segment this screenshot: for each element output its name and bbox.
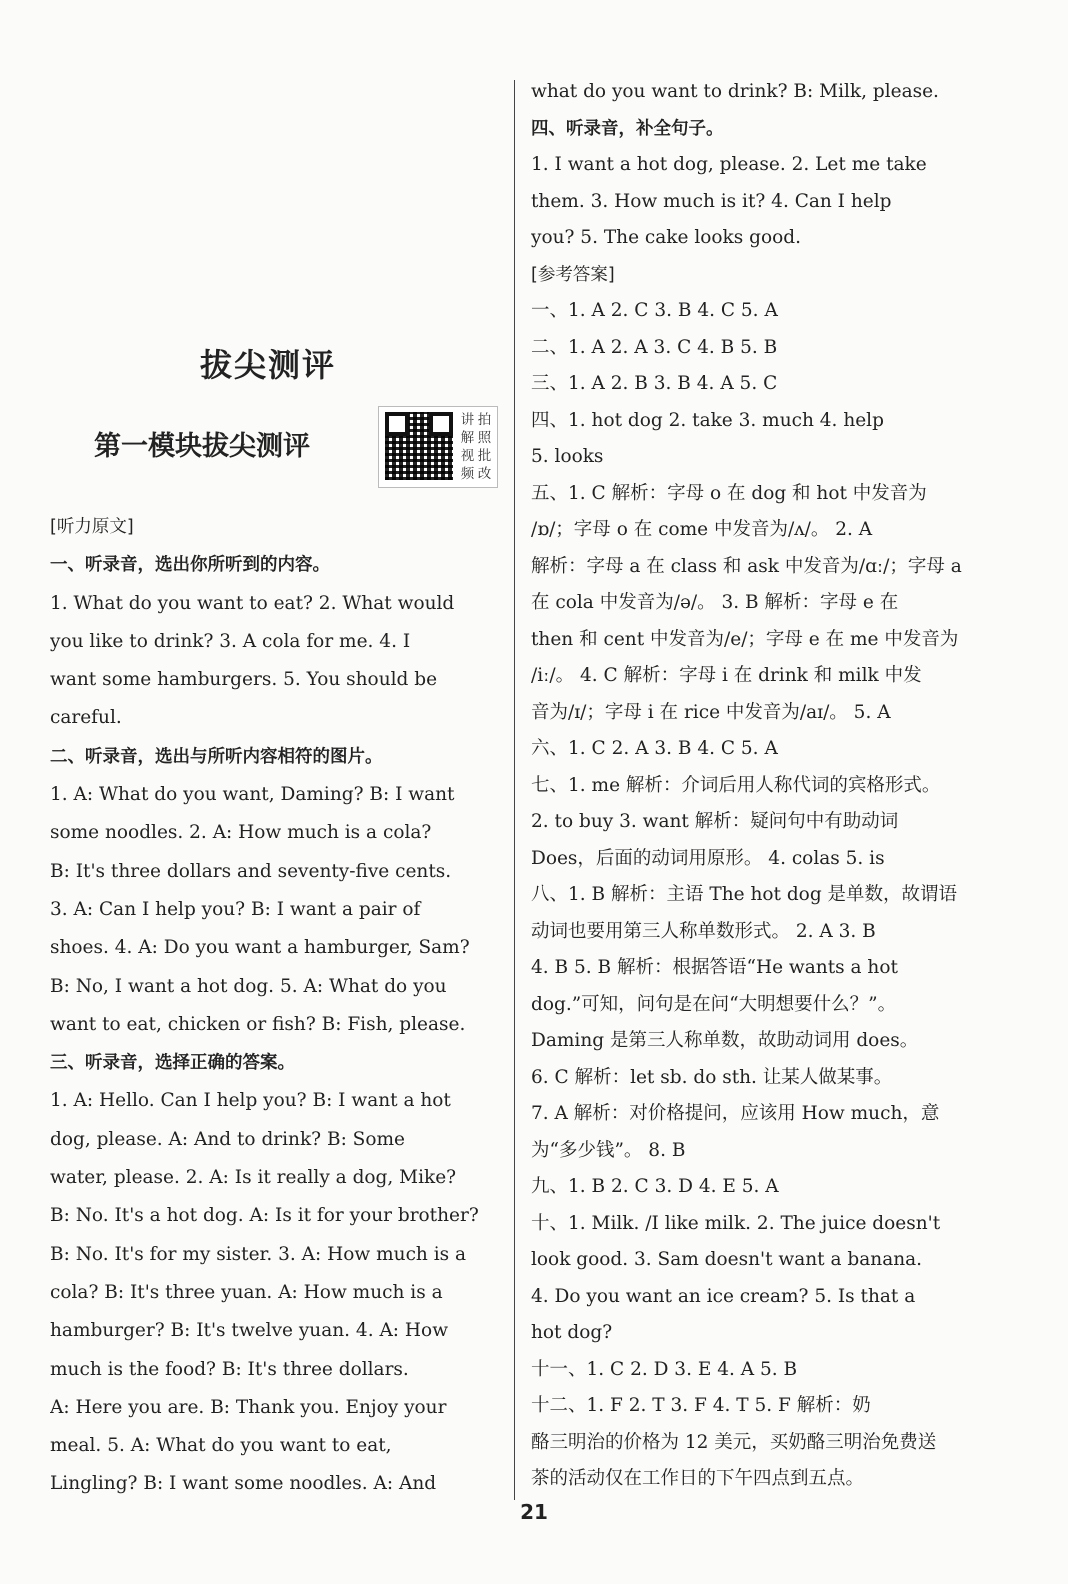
text-line: hot dog? [531, 1322, 613, 1343]
text-line: dog, please. A: And to drink? B: Some [50, 1128, 405, 1150]
text-line: 十、1. Milk. /I like milk. 2. The juice doesn't [531, 1212, 941, 1234]
text-line: [听力原文] [50, 517, 134, 537]
text-line: 为“多少钱”。 8. B [531, 1139, 686, 1161]
text-line: Does，后面的动词用原形。 4. colas 5. is [531, 847, 885, 869]
text-line: shoes. 4. A: Do you want a hamburger, Sam? [50, 937, 470, 959]
text-line: Lingling? B: I want some noodles. A: And [50, 1473, 437, 1495]
page-title: 拔尖测评 [200, 346, 337, 384]
qr-label-char: 视 [460, 448, 475, 464]
text-line: 音为/ɪ/；字母 i 在 rice 中发音为/aɪ/。 5. A [531, 701, 891, 723]
column-divider [514, 80, 515, 1500]
text-line: 六、1. C 2. A 3. B 4. C 5. A [531, 738, 778, 759]
text-line: 6. C 解析：let sb. do sth. 让某人做某事。 [531, 1066, 893, 1088]
text-line: 八、1. B 解析：主语 The hot dog 是单数，故谓语 [531, 884, 958, 905]
qr-label-char: 拍 [477, 412, 492, 428]
qr-label-char: 频 [460, 466, 475, 482]
text-line: hamburger? B: It's twelve yuan. 4. A: How [50, 1320, 449, 1342]
text-line: A: Here you are. B: Thank you. Enjoy your [50, 1396, 447, 1418]
text-line: 1. What do you want to eat? 2. What would [50, 592, 455, 614]
text-line: 2. to buy 3. want 解析：疑问句中有助动词 [531, 811, 899, 832]
text-line: 7. A 解析：对价格提问，应该用 How much，意 [531, 1103, 940, 1124]
qr-label [459, 411, 493, 483]
text-line: water, please. 2. A: Is it really a dog, Mike? [50, 1167, 457, 1189]
right-column [531, 74, 991, 1498]
text-line: look good. 3. Sam doesn't want a banana. [531, 1249, 923, 1270]
text-line: cola? B: It's three yuan. A: How much is a [50, 1281, 443, 1303]
qr-label-char: 照 [477, 430, 492, 446]
text-line: dog.”可知，问句是在问“大明想要什么？”。 [531, 993, 897, 1015]
qr-label-char: 改 [477, 466, 492, 482]
text-line: 解析：字母 a 在 class 和 ask 中发音为/ɑː/；字母 a [531, 555, 962, 577]
text-line: 茶的活动仅在工作日的下午四点到五点。 [531, 1468, 865, 1489]
text-line: 动词也要用第三人称单数形式。 2. A 3. B [531, 920, 876, 942]
text-line: B: It's three dollars and seventy-five cents. [50, 860, 452, 882]
text-line: 三、听录音，选择正确的答案。 [50, 1053, 295, 1074]
text-line: /iː/。 4. C 解析：字母 i 在 drink 和 milk 中发 [531, 665, 922, 686]
section-title: 第一模块拔尖测评 [94, 431, 310, 462]
text-line: 二、1. A 2. A 3. C 4. B 5. B [531, 336, 778, 358]
text-line: then 和 cent 中发音为/e/；字母 e 在 me 中发音为 [531, 628, 959, 650]
page-number: 21 [520, 1500, 548, 1524]
text-line: 酪三明治的价格为 12 美元，买奶酪三明治免费送 [531, 1431, 937, 1453]
text-line: 十一、1. C 2. D 3. E 4. A 5. B [531, 1358, 798, 1380]
text-line: them. 3. How much is it? 4. Can I help [531, 190, 892, 212]
text-line: 5. looks [531, 446, 604, 467]
text-line: Daming 是第三人称单数，故助动词用 does。 [531, 1030, 919, 1051]
text-line: 4. B 5. B 解析：根据答语“He wants a hot [531, 957, 898, 978]
qr-label-char: 批 [477, 448, 492, 464]
text-line: /ɒ/；字母 o 在 come 中发音为/ʌ/。 2. A [531, 519, 873, 540]
text-line: 五、1. C 解析：字母 o 在 dog 和 hot 中发音为 [531, 482, 927, 504]
text-line: careful. [50, 707, 122, 729]
text-line: 二、听录音，选出与所听内容相符的图片。 [50, 746, 383, 767]
text-line: 一、听录音，选出你所听到的内容。 [50, 555, 330, 576]
text-line: meal. 5. A: What do you want to eat, [50, 1435, 392, 1457]
text-line: B: No, I want a hot dog. 5. A: What do you [50, 975, 447, 997]
text-line: you like to drink? 3. A cola for me. 4. I [50, 630, 411, 652]
text-line: what do you want to drink? B: Milk, please. [531, 81, 939, 102]
text-line: 在 cola 中发音为/ə/。 3. B 解析：字母 e 在 [531, 592, 899, 613]
text-line: 十二、1. F 2. T 3. F 4. T 5. F 解析：奶 [531, 1395, 871, 1416]
text-line: [参考答案] [531, 264, 615, 285]
text-line: want to eat, chicken or fish? B: Fish, please. [50, 1013, 466, 1035]
text-line: 七、1. me 解析：介词后用人称代词的宾格形式。 [531, 774, 941, 796]
qr-code-icon[interactable] [385, 412, 453, 480]
text-line: 1. A: Hello. Can I help you? B: I want a hot [50, 1090, 451, 1112]
qr-code-panel[interactable] [378, 406, 498, 488]
text-line: 4. Do you want an ice cream? 5. Is that a [531, 1285, 916, 1307]
text-line: 三、1. A 2. B 3. B 4. A 5. C [531, 373, 778, 394]
text-line: 四、听录音，补全句子。 [531, 118, 724, 139]
text-line: B: No. It's a hot dog. A: Is it for your brother? [50, 1205, 479, 1227]
text-line: some noodles. 2. A: How much is a cola? [50, 822, 432, 844]
text-line: 一、1. A 2. C 3. B 4. C 5. A [531, 300, 778, 321]
text-line: 1. A: What do you want, Daming? B: I want [50, 784, 455, 806]
left-column [50, 508, 500, 1504]
text-line: 九、1. B 2. C 3. D 4. E 5. A [531, 1176, 779, 1197]
qr-label-char: 解 [460, 430, 475, 446]
text-line: 四、1. hot dog 2. take 3. much 4. help [531, 409, 884, 431]
text-line: B: No. It's for my sister. 3. A: How much is a [50, 1243, 467, 1265]
text-line: 1. I want a hot dog, please. 2. Let me take [531, 154, 927, 175]
text-line: want some hamburgers. 5. You should be [50, 669, 438, 691]
text-line: much is the food? B: It's three dollars. [50, 1358, 409, 1380]
text-line: you? 5. The cake looks good. [531, 227, 801, 248]
qr-label-char: 讲 [460, 412, 475, 428]
text-line: 3. A: Can I help you? B: I want a pair of [50, 898, 421, 920]
